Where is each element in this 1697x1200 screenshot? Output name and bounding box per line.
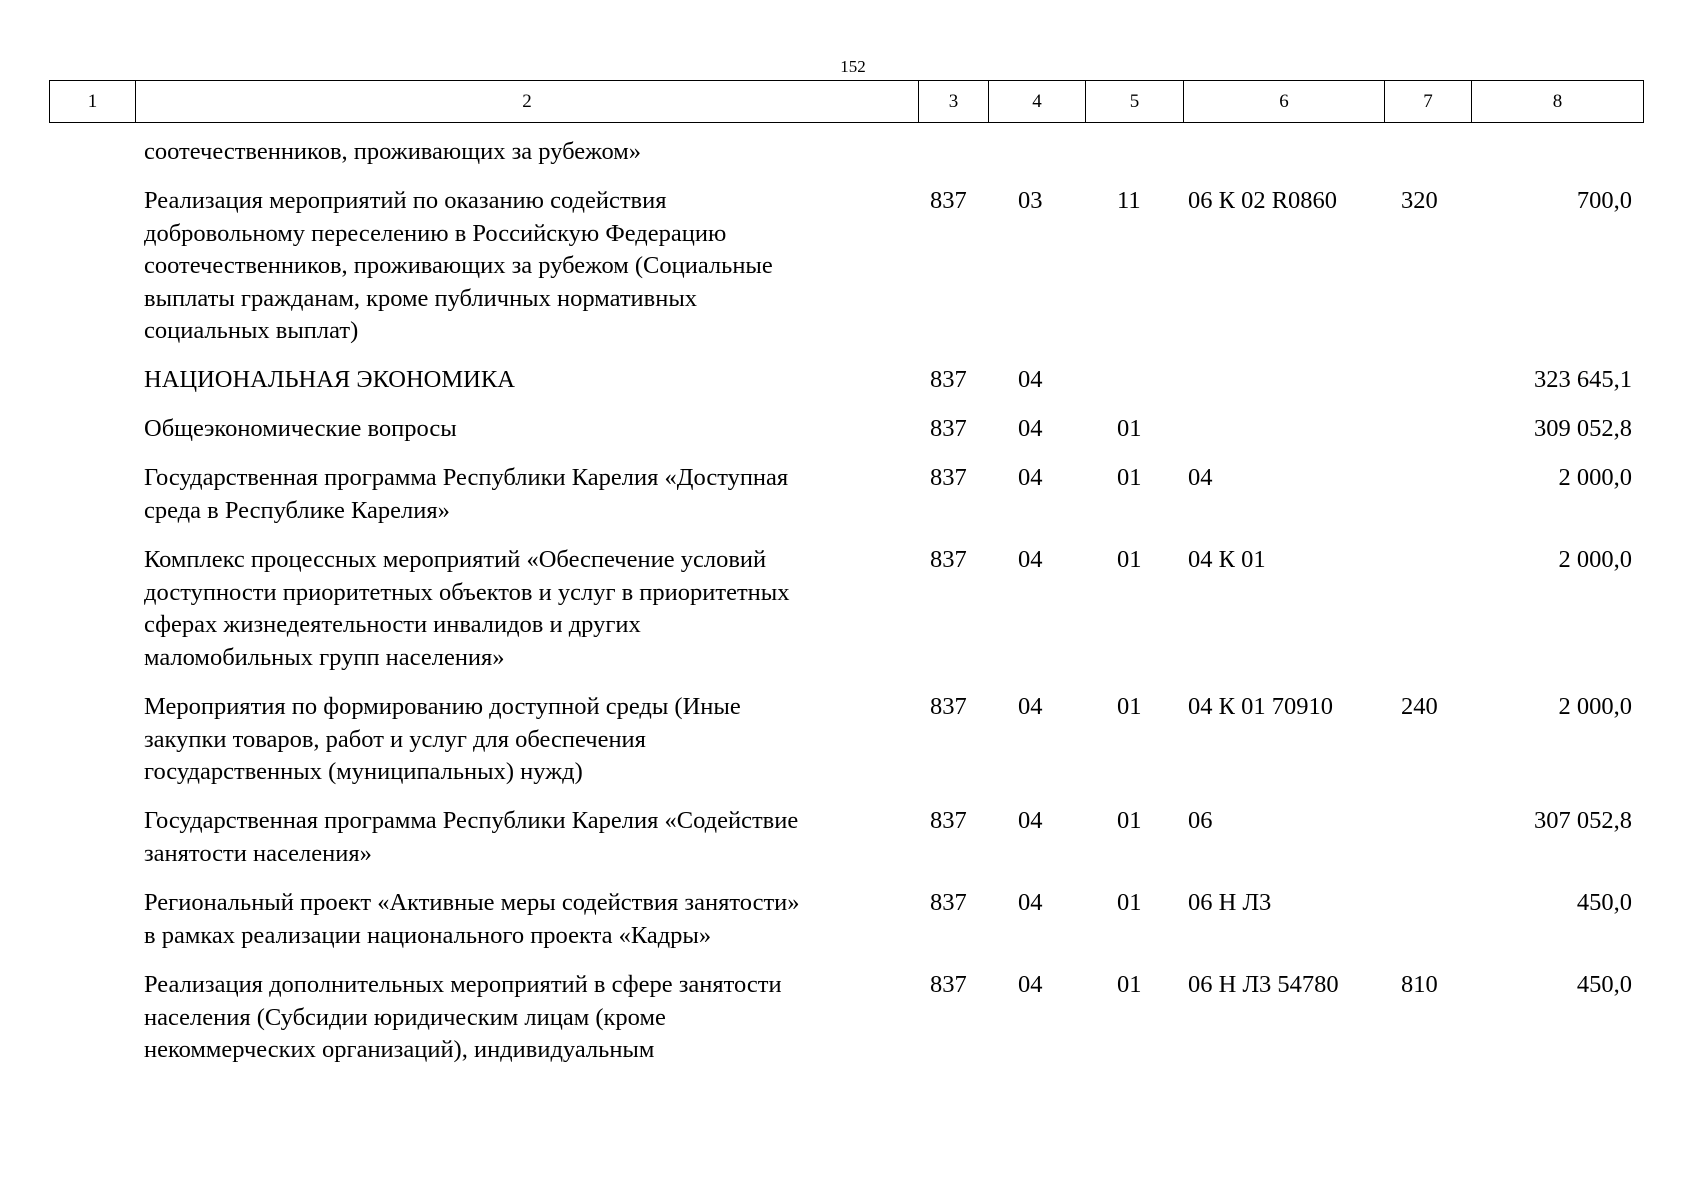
row-name-line: сферах жизнедеятельности инвалидов и других	[144, 611, 641, 638]
row-name	[144, 462, 914, 527]
row-subsection-code: 01	[1117, 693, 1142, 720]
row-name-line: некоммерческих организаций), индивидуальным	[144, 1036, 655, 1063]
row-name-line: в рамках реализации национального проекта «Кадры»	[144, 921, 712, 949]
page-number: 152	[840, 57, 866, 76]
header-col-4: 4	[989, 81, 1086, 123]
row-name-line: Региональный проект «Активные меры содействия занятости»	[144, 889, 800, 916]
row-name	[144, 364, 914, 397]
row-target-code: 06 К 02 R0860	[1188, 187, 1338, 214]
row-ministry-code: 837	[930, 366, 967, 393]
row-name-line: Государственная программа Республики Карелия «Содействие	[144, 807, 799, 834]
row-target-code: 04 К 01	[1188, 546, 1266, 573]
row-ministry-code: 837	[930, 187, 967, 214]
row-subsection-code: 01	[1117, 464, 1142, 491]
row-name-line: Комплекс процессных мероприятий «Обеспечение условий	[144, 546, 767, 573]
row-ministry-code: 837	[930, 415, 967, 442]
row-target-code: 06 Н Л3	[1188, 889, 1272, 916]
row-section-code: 04	[1018, 889, 1043, 916]
row-name-line: Мероприятия по формированию доступной среды (Иные	[144, 693, 741, 720]
row-section-code: 04	[1018, 546, 1043, 573]
row-name-line: маломобильных групп населения»	[144, 643, 505, 671]
row-name-line: среда в Республике Карелия»	[144, 496, 450, 524]
header-col-6: 6	[1184, 81, 1385, 123]
row-name-line: соотечественников, проживающих за рубежом»	[144, 138, 641, 165]
column-number-header	[49, 80, 1644, 123]
row-expense-type: 810	[1401, 971, 1438, 998]
row-name-line: закупки товаров, работ и услуг для обеспечения	[144, 725, 646, 753]
header-col-3: 3	[919, 81, 989, 123]
header-col-7: 7	[1385, 81, 1472, 123]
row-section-code: 04	[1018, 693, 1043, 720]
row-ministry-code: 837	[930, 464, 967, 491]
row-name-line: соотечественников, проживающих за рубежом (Социальные	[144, 252, 773, 279]
row-name	[144, 544, 914, 674]
row-name-line: государственных (муниципальных) нужд)	[144, 758, 583, 785]
row-sum: 700,0	[1576, 187, 1632, 214]
row-name-line: Государственная программа Республики Карелия «Доступная	[144, 464, 789, 491]
row-name-line: выплаты гражданам, кроме публичных нормативных	[144, 284, 698, 312]
row-sum: 2 000,0	[1558, 546, 1632, 573]
row-name	[144, 136, 914, 169]
row-name-line: добровольному переселению в Российскую Федерацию	[144, 219, 727, 247]
row-section-code: 04	[1018, 464, 1043, 491]
row-target-code: 06	[1188, 807, 1213, 834]
row-subsection-code: 11	[1117, 187, 1141, 214]
row-section-code: 03	[1018, 187, 1043, 214]
row-subsection-code: 01	[1117, 415, 1142, 442]
row-sum: 450,0	[1576, 971, 1632, 998]
row-ministry-code: 837	[930, 693, 967, 720]
row-section-code: 04	[1018, 366, 1043, 393]
row-name	[144, 185, 914, 348]
row-subsection-code: 01	[1117, 546, 1142, 573]
row-name	[144, 969, 914, 1067]
row-sum: 2 000,0	[1558, 693, 1632, 720]
row-sum: 450,0	[1576, 889, 1632, 916]
header-col-1: 1	[50, 81, 136, 123]
row-sum: 2 000,0	[1558, 464, 1632, 491]
row-name	[144, 805, 914, 870]
row-section-code: 04	[1018, 807, 1043, 834]
row-ministry-code: 837	[930, 971, 967, 998]
row-target-code: 04	[1188, 464, 1213, 491]
row-ministry-code: 837	[930, 807, 967, 834]
row-ministry-code: 837	[930, 546, 967, 573]
header-col-2: 2	[136, 81, 919, 123]
row-subsection-code: 01	[1117, 971, 1142, 998]
row-name-line: Реализация мероприятий по оказанию содействия	[144, 187, 667, 214]
row-ministry-code: 837	[930, 889, 967, 916]
row-section-code: 04	[1018, 415, 1043, 442]
row-sum: 307 052,8	[1534, 807, 1632, 834]
row-expense-type: 240	[1401, 693, 1438, 720]
row-name	[144, 691, 914, 789]
row-expense-type: 320	[1401, 187, 1438, 214]
row-subsection-code: 01	[1117, 807, 1142, 834]
row-name-line: населения (Субсидии юридическим лицам (кроме	[144, 1003, 666, 1031]
row-name-line: занятости населения»	[144, 839, 372, 867]
header-col-5: 5	[1086, 81, 1184, 123]
row-name	[144, 413, 914, 446]
row-name-line: Реализация дополнительных мероприятий в сфере занятости	[144, 971, 782, 998]
row-subsection-code: 01	[1117, 889, 1142, 916]
row-name-line: НАЦИОНАЛЬНАЯ ЭКОНОМИКА	[144, 366, 515, 393]
row-target-code: 04 К 01 70910	[1188, 693, 1333, 720]
row-name-line: доступности приоритетных объектов и услуг в приоритетных	[144, 578, 790, 606]
row-name	[144, 887, 914, 952]
header-col-8: 8	[1472, 81, 1644, 123]
row-name-line: Общеэкономические вопросы	[144, 415, 457, 442]
row-target-code: 06 Н Л3 54780	[1188, 971, 1339, 998]
row-sum: 309 052,8	[1534, 415, 1632, 442]
row-name-line: социальных выплат)	[144, 317, 359, 344]
row-sum: 323 645,1	[1534, 366, 1632, 393]
row-section-code: 04	[1018, 971, 1043, 998]
